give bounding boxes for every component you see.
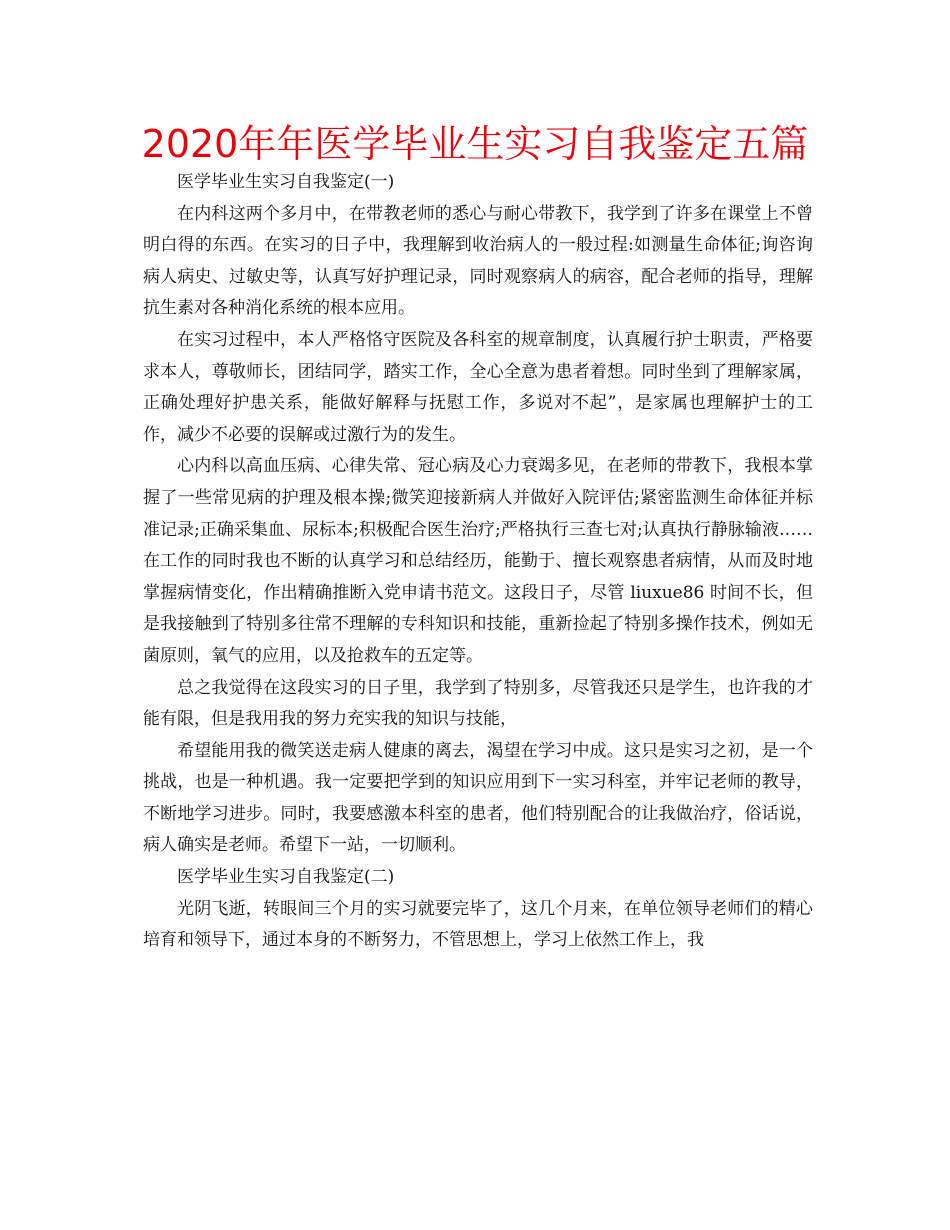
paragraph: 希望能用我的微笑送走病人健康的离去，渴望在学习中成。这只是实习之初，是一个挑战，也是一种机遇。我一定要把学到的知识应用到下一实习科室，并牢记老师的教导，不断地学习进步。同时，我要感激本科室的患者，他们特别配合的让我做治疗，俗话说，病人确实是老师。希望下一站，一切顺利。: [143, 740, 813, 856]
paragraph: 在内科这两个多月中，在带教老师的悉心与耐心带教下，我学到了许多在课堂上不曾明白得的东西。在实习的日子中，我理解到收治病人的一般过程:如测量生命体征;询咨询病人病史、过敏史等，认真写好护理记录，同时观察病人的病容，配合老师的指导，理解抗生素对各种消化系统的根本应用。: [143, 203, 813, 319]
section-heading-1: 医学毕业生实习自我鉴定(一): [177, 172, 395, 192]
paragraph: 总之我觉得在这段实习的日子里，我学到了特别多，尽管我还只是学生，也许我的才能有限，但是我用我的努力充实我的知识与技能，: [143, 677, 813, 730]
paragraph: 光阴飞逝，转眼间三个月的实习就要完毕了，这几个月来，在单位领导老师们的精心培育和领导下，通过本身的不断努力，不管思想上，学习上依然工作上，我: [143, 898, 813, 951]
section-heading-2: 医学毕业生实习自我鉴定(二): [177, 867, 395, 888]
paragraph: 心内科以高血压病、心律失常、冠心病及心力衰竭多见，在老师的带教下，我根本掌握了一些常见病的护理及根本操;微笑迎接新病人并做好入院评估;紧密监测生命体征并标准记录;正确采集血、尿标本;积极配合医生治疗;严格执行三查七对;认真执行静脉输液……在工作的同时我也不断的认真学习和总结经历，能勤于、擅长观察患者病情，从而及时地掌握病情变化，作出精确推断入党申请书范文。这段日子，尽管 liuxue86 时间不长，但是我接触到了特别多往常不理解的专科知识和技能，重新捡起了特别多操作技术，例如无菌原则，氧气的应用，以及抢救车的五定等。: [143, 456, 813, 666]
document-body: [143, 167, 813, 957]
document-title: 2020年年医学毕业生实习自我鉴定五篇: [141, 122, 809, 166]
paragraph: 在实习过程中，本人严格恪守医院及各科室的规章制度，认真履行护士职责，严格要求本人，尊敬师长，团结同学，踏实工作，全心全意为患者着想。同时坐到了理解家属，正确处理好护患关系，能做好解释与抚慰工作，多说对不起”，是家属也理解护士的工作，减少不必要的误解或过激行为的发生。: [143, 329, 813, 445]
